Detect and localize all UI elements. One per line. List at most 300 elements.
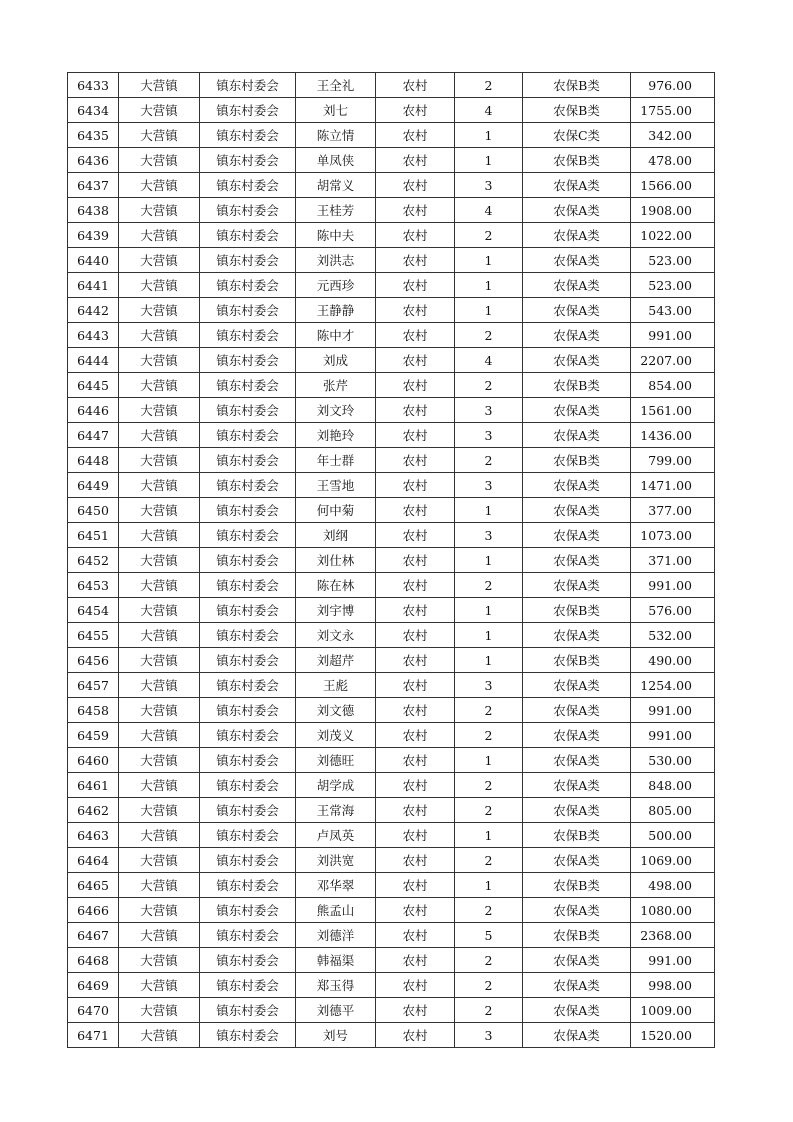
cell-town: 大营镇 — [119, 998, 200, 1023]
table-row — [68, 573, 715, 598]
cell-household-type: 农村 — [376, 323, 455, 348]
cell-insurance-category: 农保A类 — [523, 998, 631, 1023]
cell-row-number: 6441 — [68, 273, 119, 298]
cell-row-number: 6447 — [68, 423, 119, 448]
cell-name: 刘洪志 — [296, 248, 376, 273]
table-row — [68, 623, 715, 648]
table-row — [68, 948, 715, 973]
cell-insurance-category: 农保B类 — [523, 598, 631, 623]
cell-town: 大营镇 — [119, 423, 200, 448]
cell-town: 大营镇 — [119, 73, 200, 98]
cell-household-type: 农村 — [376, 873, 455, 898]
cell-amount: 1022.00 — [631, 223, 715, 248]
cell-household-type: 农村 — [376, 673, 455, 698]
cell-village-committee: 镇东村委会 — [200, 448, 296, 473]
cell-household-type: 农村 — [376, 473, 455, 498]
cell-amount: 1471.00 — [631, 473, 715, 498]
cell-insurance-category: 农保A类 — [523, 498, 631, 523]
cell-insurance-category: 农保A类 — [523, 773, 631, 798]
cell-household-type: 农村 — [376, 373, 455, 398]
cell-town: 大营镇 — [119, 248, 200, 273]
cell-insurance-category: 农保A类 — [523, 698, 631, 723]
cell-amount: 1254.00 — [631, 673, 715, 698]
table-row — [68, 673, 715, 698]
cell-village-committee: 镇东村委会 — [200, 698, 296, 723]
table-row — [68, 923, 715, 948]
table-row — [68, 248, 715, 273]
cell-town: 大营镇 — [119, 698, 200, 723]
cell-insurance-category: 农保A类 — [523, 673, 631, 698]
cell-insurance-category: 农保A类 — [523, 273, 631, 298]
cell-row-number: 6457 — [68, 673, 119, 698]
cell-amount: 532.00 — [631, 623, 715, 648]
cell-household-size: 1 — [455, 273, 523, 298]
cell-name: 刘纲 — [296, 523, 376, 548]
cell-town: 大营镇 — [119, 323, 200, 348]
table-row — [68, 798, 715, 823]
cell-insurance-category: 农保B类 — [523, 373, 631, 398]
cell-name: 单凤侠 — [296, 148, 376, 173]
cell-name: 陈中才 — [296, 323, 376, 348]
cell-town: 大营镇 — [119, 448, 200, 473]
cell-row-number: 6438 — [68, 198, 119, 223]
cell-amount: 805.00 — [631, 798, 715, 823]
cell-town: 大营镇 — [119, 573, 200, 598]
cell-household-size: 2 — [455, 973, 523, 998]
cell-household-type: 农村 — [376, 848, 455, 873]
cell-insurance-category: 农保A类 — [523, 223, 631, 248]
cell-household-type: 农村 — [376, 698, 455, 723]
cell-household-type: 农村 — [376, 998, 455, 1023]
cell-row-number: 6467 — [68, 923, 119, 948]
cell-name: 刘德洋 — [296, 923, 376, 948]
cell-name: 陈在林 — [296, 573, 376, 598]
cell-name: 刘文永 — [296, 623, 376, 648]
cell-household-size: 1 — [455, 123, 523, 148]
cell-row-number: 6444 — [68, 348, 119, 373]
table-row — [68, 548, 715, 573]
cell-village-committee: 镇东村委会 — [200, 198, 296, 223]
cell-household-type: 农村 — [376, 273, 455, 298]
cell-household-size: 2 — [455, 73, 523, 98]
cell-household-size: 3 — [455, 1023, 523, 1048]
cell-amount: 976.00 — [631, 73, 715, 98]
cell-household-size: 1 — [455, 873, 523, 898]
cell-household-type: 农村 — [376, 148, 455, 173]
cell-household-size: 2 — [455, 898, 523, 923]
cell-row-number: 6440 — [68, 248, 119, 273]
cell-amount: 799.00 — [631, 448, 715, 473]
cell-town: 大营镇 — [119, 923, 200, 948]
cell-household-type: 农村 — [376, 598, 455, 623]
cell-town: 大营镇 — [119, 1023, 200, 1048]
table-row — [68, 298, 715, 323]
table-row — [68, 598, 715, 623]
cell-amount: 848.00 — [631, 773, 715, 798]
table-row — [68, 423, 715, 448]
cell-name: 胡常义 — [296, 173, 376, 198]
cell-household-size: 2 — [455, 698, 523, 723]
cell-household-size: 2 — [455, 573, 523, 598]
cell-amount: 991.00 — [631, 723, 715, 748]
table-row — [68, 698, 715, 723]
cell-name: 刘超芹 — [296, 648, 376, 673]
cell-amount: 991.00 — [631, 698, 715, 723]
cell-row-number: 6443 — [68, 323, 119, 348]
cell-row-number: 6446 — [68, 398, 119, 423]
cell-village-committee: 镇东村委会 — [200, 123, 296, 148]
cell-household-type: 农村 — [376, 123, 455, 148]
cell-household-size: 1 — [455, 598, 523, 623]
cell-household-size: 4 — [455, 348, 523, 373]
cell-insurance-category: 农保A类 — [523, 198, 631, 223]
cell-town: 大营镇 — [119, 823, 200, 848]
cell-row-number: 6442 — [68, 298, 119, 323]
cell-insurance-category: 农保A类 — [523, 748, 631, 773]
cell-town: 大营镇 — [119, 498, 200, 523]
table-row — [68, 473, 715, 498]
cell-name: 王全礼 — [296, 73, 376, 98]
table-row — [68, 323, 715, 348]
cell-insurance-category: 农保A类 — [523, 1023, 631, 1048]
cell-town: 大营镇 — [119, 173, 200, 198]
cell-amount: 523.00 — [631, 273, 715, 298]
cell-amount: 498.00 — [631, 873, 715, 898]
cell-household-size: 1 — [455, 648, 523, 673]
cell-row-number: 6452 — [68, 548, 119, 573]
cell-household-size: 2 — [455, 998, 523, 1023]
cell-household-type: 农村 — [376, 923, 455, 948]
cell-row-number: 6460 — [68, 748, 119, 773]
cell-town: 大营镇 — [119, 198, 200, 223]
cell-household-size: 1 — [455, 823, 523, 848]
cell-town: 大营镇 — [119, 948, 200, 973]
cell-town: 大营镇 — [119, 148, 200, 173]
cell-household-size: 2 — [455, 723, 523, 748]
cell-name: 刘艳玲 — [296, 423, 376, 448]
cell-village-committee: 镇东村委会 — [200, 498, 296, 523]
cell-insurance-category: 农保A类 — [523, 898, 631, 923]
cell-name: 何中菊 — [296, 498, 376, 523]
cell-household-type: 农村 — [376, 1023, 455, 1048]
cell-village-committee: 镇东村委会 — [200, 473, 296, 498]
cell-village-committee: 镇东村委会 — [200, 373, 296, 398]
table-row — [68, 373, 715, 398]
cell-row-number: 6464 — [68, 848, 119, 873]
cell-name: 刘号 — [296, 1023, 376, 1048]
cell-village-committee: 镇东村委会 — [200, 798, 296, 823]
cell-village-committee: 镇东村委会 — [200, 1023, 296, 1048]
cell-household-size: 2 — [455, 773, 523, 798]
cell-village-committee: 镇东村委会 — [200, 323, 296, 348]
cell-village-committee: 镇东村委会 — [200, 548, 296, 573]
cell-amount: 854.00 — [631, 373, 715, 398]
cell-name: 韩福渠 — [296, 948, 376, 973]
cell-insurance-category: 农保B类 — [523, 873, 631, 898]
cell-household-size: 2 — [455, 323, 523, 348]
table-row — [68, 498, 715, 523]
cell-household-size: 2 — [455, 223, 523, 248]
table-row — [68, 198, 715, 223]
cell-name: 刘文德 — [296, 698, 376, 723]
cell-amount: 530.00 — [631, 748, 715, 773]
cell-insurance-category: 农保B类 — [523, 148, 631, 173]
cell-row-number: 6450 — [68, 498, 119, 523]
cell-household-type: 农村 — [376, 248, 455, 273]
cell-village-committee: 镇东村委会 — [200, 948, 296, 973]
cell-household-type: 农村 — [376, 723, 455, 748]
cell-household-size: 3 — [455, 473, 523, 498]
cell-household-size: 3 — [455, 523, 523, 548]
cell-name: 陈中夫 — [296, 223, 376, 248]
cell-town: 大营镇 — [119, 723, 200, 748]
cell-row-number: 6469 — [68, 973, 119, 998]
cell-village-committee: 镇东村委会 — [200, 998, 296, 1023]
cell-town: 大营镇 — [119, 648, 200, 673]
cell-household-size: 3 — [455, 423, 523, 448]
cell-insurance-category: 农保A类 — [523, 348, 631, 373]
table-row — [68, 723, 715, 748]
cell-town: 大营镇 — [119, 473, 200, 498]
cell-amount: 1436.00 — [631, 423, 715, 448]
cell-name: 熊孟山 — [296, 898, 376, 923]
cell-village-committee: 镇东村委会 — [200, 748, 296, 773]
cell-name: 刘宇博 — [296, 598, 376, 623]
cell-name: 刘仕林 — [296, 548, 376, 573]
cell-insurance-category: 农保A类 — [523, 548, 631, 573]
table-row — [68, 348, 715, 373]
cell-town: 大营镇 — [119, 523, 200, 548]
cell-amount: 1908.00 — [631, 198, 715, 223]
table-row — [68, 648, 715, 673]
cell-town: 大营镇 — [119, 273, 200, 298]
cell-row-number: 6437 — [68, 173, 119, 198]
cell-name: 邓华翠 — [296, 873, 376, 898]
table-body — [68, 73, 715, 1048]
cell-village-committee: 镇东村委会 — [200, 773, 296, 798]
cell-household-size: 3 — [455, 173, 523, 198]
cell-amount: 2207.00 — [631, 348, 715, 373]
cell-row-number: 6471 — [68, 1023, 119, 1048]
cell-name: 刘德旺 — [296, 748, 376, 773]
cell-row-number: 6468 — [68, 948, 119, 973]
table-row — [68, 398, 715, 423]
cell-name: 陈立情 — [296, 123, 376, 148]
table-row — [68, 873, 715, 898]
cell-town: 大营镇 — [119, 98, 200, 123]
cell-town: 大营镇 — [119, 623, 200, 648]
cell-town: 大营镇 — [119, 673, 200, 698]
cell-insurance-category: 农保B类 — [523, 823, 631, 848]
cell-insurance-category: 农保A类 — [523, 473, 631, 498]
cell-household-type: 农村 — [376, 548, 455, 573]
cell-village-committee: 镇东村委会 — [200, 873, 296, 898]
cell-amount: 1009.00 — [631, 998, 715, 1023]
cell-amount: 991.00 — [631, 573, 715, 598]
cell-name: 王静静 — [296, 298, 376, 323]
cell-name: 张芹 — [296, 373, 376, 398]
cell-row-number: 6459 — [68, 723, 119, 748]
cell-town: 大营镇 — [119, 898, 200, 923]
cell-amount: 543.00 — [631, 298, 715, 323]
cell-village-committee: 镇东村委会 — [200, 148, 296, 173]
cell-household-type: 农村 — [376, 348, 455, 373]
cell-insurance-category: 农保A类 — [523, 973, 631, 998]
cell-row-number: 6454 — [68, 598, 119, 623]
cell-household-type: 农村 — [376, 973, 455, 998]
cell-row-number: 6434 — [68, 98, 119, 123]
cell-name: 元西珍 — [296, 273, 376, 298]
cell-village-committee: 镇东村委会 — [200, 273, 296, 298]
cell-household-type: 农村 — [376, 773, 455, 798]
cell-town: 大营镇 — [119, 973, 200, 998]
cell-household-size: 2 — [455, 848, 523, 873]
cell-village-committee: 镇东村委会 — [200, 573, 296, 598]
cell-household-type: 农村 — [376, 823, 455, 848]
cell-village-committee: 镇东村委会 — [200, 898, 296, 923]
cell-village-committee: 镇东村委会 — [200, 673, 296, 698]
cell-name: 刘文玲 — [296, 398, 376, 423]
cell-village-committee: 镇东村委会 — [200, 623, 296, 648]
cell-household-type: 农村 — [376, 298, 455, 323]
table-row — [68, 98, 715, 123]
document-page — [67, 72, 715, 1048]
cell-name: 卢凤英 — [296, 823, 376, 848]
cell-insurance-category: 农保A类 — [523, 173, 631, 198]
cell-row-number: 6462 — [68, 798, 119, 823]
table-row — [68, 73, 715, 98]
table-row — [68, 748, 715, 773]
cell-row-number: 6463 — [68, 823, 119, 848]
cell-town: 大营镇 — [119, 223, 200, 248]
cell-household-type: 农村 — [376, 948, 455, 973]
cell-town: 大营镇 — [119, 748, 200, 773]
cell-row-number: 6461 — [68, 773, 119, 798]
cell-household-type: 农村 — [376, 498, 455, 523]
table-row — [68, 223, 715, 248]
cell-household-type: 农村 — [376, 73, 455, 98]
cell-amount: 1520.00 — [631, 1023, 715, 1048]
cell-village-committee: 镇东村委会 — [200, 648, 296, 673]
cell-village-committee: 镇东村委会 — [200, 98, 296, 123]
cell-insurance-category: 农保A类 — [523, 298, 631, 323]
cell-name: 刘七 — [296, 98, 376, 123]
cell-amount: 1069.00 — [631, 848, 715, 873]
cell-amount: 998.00 — [631, 973, 715, 998]
cell-insurance-category: 农保A类 — [523, 248, 631, 273]
cell-town: 大营镇 — [119, 348, 200, 373]
cell-amount: 523.00 — [631, 248, 715, 273]
table-row — [68, 523, 715, 548]
cell-amount: 371.00 — [631, 548, 715, 573]
cell-insurance-category: 农保A类 — [523, 423, 631, 448]
table-row — [68, 273, 715, 298]
cell-village-committee: 镇东村委会 — [200, 298, 296, 323]
cell-household-size: 1 — [455, 148, 523, 173]
cell-village-committee: 镇东村委会 — [200, 223, 296, 248]
cell-amount: 1561.00 — [631, 398, 715, 423]
cell-amount: 1073.00 — [631, 523, 715, 548]
cell-row-number: 6435 — [68, 123, 119, 148]
cell-village-committee: 镇东村委会 — [200, 598, 296, 623]
cell-household-type: 农村 — [376, 398, 455, 423]
cell-row-number: 6455 — [68, 623, 119, 648]
table-row — [68, 848, 715, 873]
cell-insurance-category: 农保A类 — [523, 848, 631, 873]
cell-name: 王彪 — [296, 673, 376, 698]
cell-household-size: 1 — [455, 248, 523, 273]
cell-village-committee: 镇东村委会 — [200, 173, 296, 198]
cell-insurance-category: 农保A类 — [523, 723, 631, 748]
cell-row-number: 6433 — [68, 73, 119, 98]
cell-village-committee: 镇东村委会 — [200, 398, 296, 423]
cell-name: 刘洪宽 — [296, 848, 376, 873]
cell-name: 年士群 — [296, 448, 376, 473]
cell-row-number: 6465 — [68, 873, 119, 898]
cell-town: 大营镇 — [119, 123, 200, 148]
cell-household-size: 3 — [455, 673, 523, 698]
cell-insurance-category: 农保A类 — [523, 798, 631, 823]
cell-insurance-category: 农保B类 — [523, 98, 631, 123]
data-table — [67, 72, 715, 1048]
cell-household-size: 1 — [455, 748, 523, 773]
cell-insurance-category: 农保A类 — [523, 523, 631, 548]
cell-insurance-category: 农保A类 — [523, 323, 631, 348]
cell-row-number: 6449 — [68, 473, 119, 498]
cell-amount: 991.00 — [631, 323, 715, 348]
cell-village-committee: 镇东村委会 — [200, 848, 296, 873]
cell-insurance-category: 农保A类 — [523, 573, 631, 598]
cell-town: 大营镇 — [119, 298, 200, 323]
cell-village-committee: 镇东村委会 — [200, 523, 296, 548]
cell-household-type: 农村 — [376, 448, 455, 473]
cell-insurance-category: 农保B类 — [523, 448, 631, 473]
cell-household-size: 4 — [455, 198, 523, 223]
table-row — [68, 973, 715, 998]
cell-village-committee: 镇东村委会 — [200, 248, 296, 273]
cell-name: 刘茂义 — [296, 723, 376, 748]
cell-household-size: 3 — [455, 398, 523, 423]
cell-amount: 1080.00 — [631, 898, 715, 923]
cell-name: 刘德平 — [296, 998, 376, 1023]
cell-town: 大营镇 — [119, 873, 200, 898]
cell-name: 郑玉得 — [296, 973, 376, 998]
cell-row-number: 6466 — [68, 898, 119, 923]
cell-name: 胡学成 — [296, 773, 376, 798]
cell-household-size: 5 — [455, 923, 523, 948]
cell-row-number: 6453 — [68, 573, 119, 598]
cell-town: 大营镇 — [119, 598, 200, 623]
table-row — [68, 998, 715, 1023]
cell-household-size: 1 — [455, 298, 523, 323]
cell-row-number: 6445 — [68, 373, 119, 398]
cell-name: 王常海 — [296, 798, 376, 823]
cell-household-type: 农村 — [376, 798, 455, 823]
cell-town: 大营镇 — [119, 548, 200, 573]
cell-amount: 1566.00 — [631, 173, 715, 198]
table-row — [68, 448, 715, 473]
cell-insurance-category: 农保A类 — [523, 948, 631, 973]
cell-row-number: 6451 — [68, 523, 119, 548]
table-row — [68, 148, 715, 173]
cell-amount: 490.00 — [631, 648, 715, 673]
cell-amount: 2368.00 — [631, 923, 715, 948]
table-row — [68, 898, 715, 923]
table-row — [68, 173, 715, 198]
cell-household-size: 2 — [455, 448, 523, 473]
cell-name: 王雪地 — [296, 473, 376, 498]
cell-amount: 991.00 — [631, 948, 715, 973]
